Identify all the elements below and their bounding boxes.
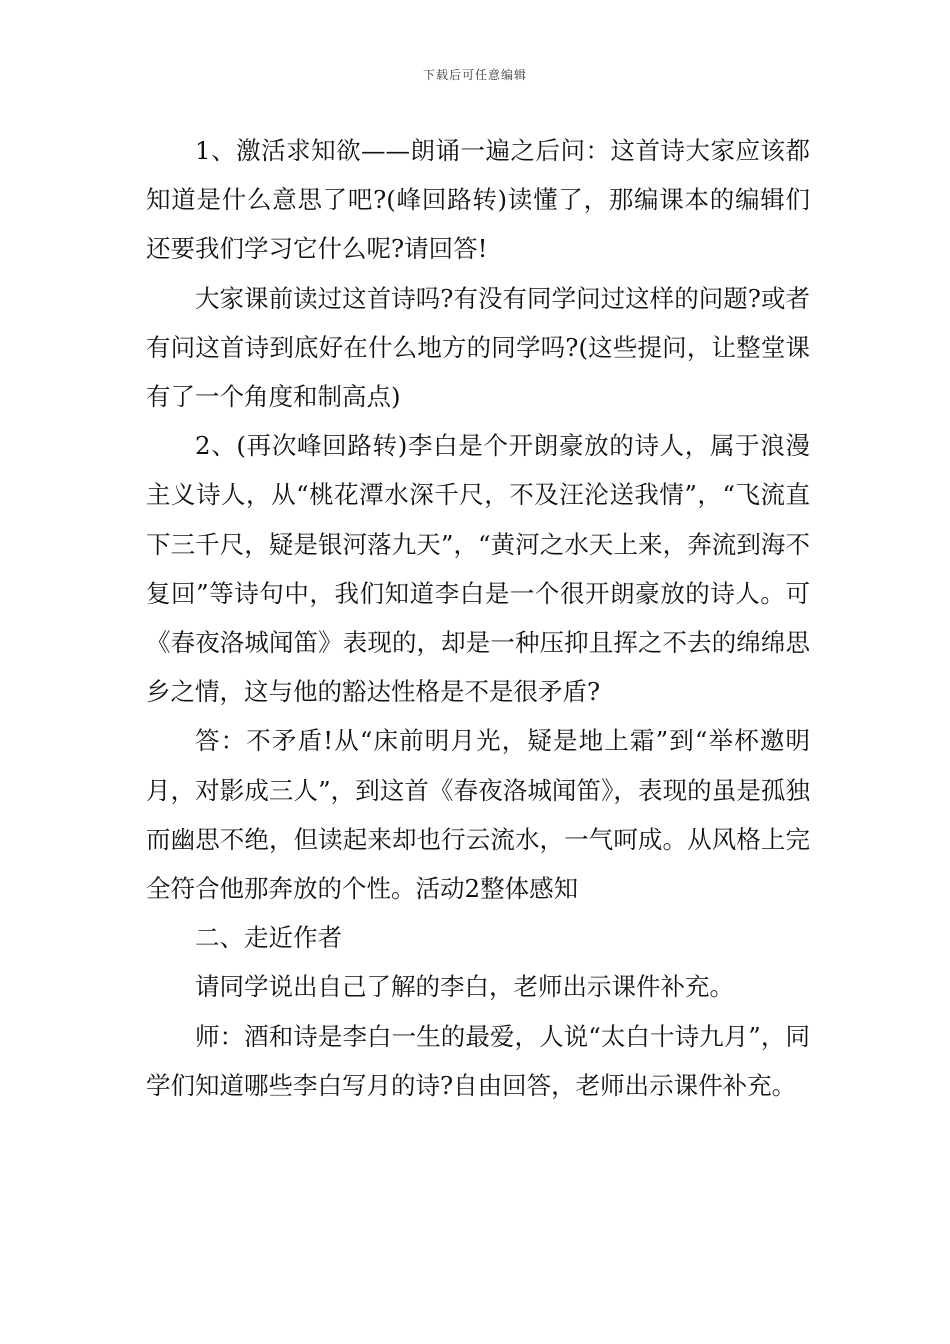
- paragraph-student-intro: 请同学说出自己了解的李白，老师出示课件补充。: [195, 972, 734, 1002]
- paragraph-pre-class-questions: 大家课前读过这首诗吗?有没有同学问过这样的问题?或者有问这首诗到底好在什么地方的同学吗?(这些提问，让整堂课有了一个角度和制高点): [146, 283, 810, 412]
- section-heading-author: 二、走近作者: [195, 923, 342, 953]
- paragraph-answer: 答：不矛盾!从“床前明月光，疑是地上霜”到“举杯邀明月，对影成三人”，到这首《春夜洛城闻笛》，表现的虽是孤独而幽思不绝，但读起来却也行云流水，一气呵成。从风格上完全符合他那奔放的个性。活动2整体感知: [146, 726, 810, 904]
- document-body: [146, 126, 810, 1110]
- page-header: 下载后可任意编辑: [422, 68, 527, 82]
- paragraph-li-bai-personality: 2、(再次峰回路转)李白是个开朗豪放的诗人，属于浪漫主义诗人，从“桃花潭水深千尺，不及汪沦送我情”，“飞流直下三千尺，疑是银河落九天”，“黄河之水天上来，奔流到海不复回”等诗句中，我们知道李白是一个很开朗豪放的诗人。可《春夜洛城闻笛》表现的，却是一种压抑且挥之不去的绵绵思乡之情，这与他的豁达性格是不是很矛盾?: [146, 431, 810, 707]
- paragraph-teacher-moon-poems: 师：酒和诗是李白一生的最爱，人说“太白十诗九月”，同学们知道哪些李白写月的诗?自由回答，老师出示课件补充。: [146, 1021, 810, 1100]
- paragraph-activate-curiosity: 1、激活求知欲——朗诵一遍之后问：这首诗大家应该都知道是什么意思了吧?(峰回路转)读懂了，那编课本的编辑们还要我们学习它什么呢?请回答!: [146, 136, 810, 264]
